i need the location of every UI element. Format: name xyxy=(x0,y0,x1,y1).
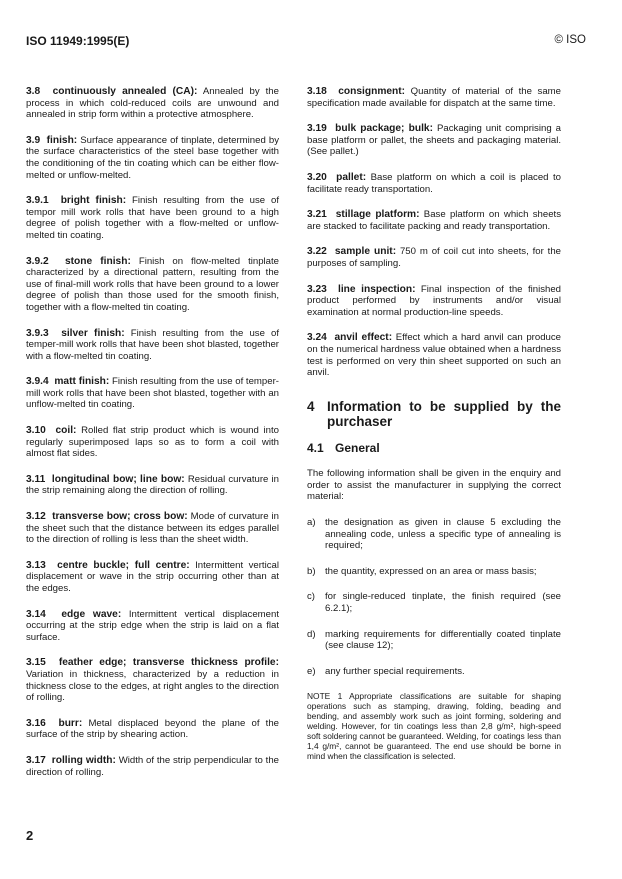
term: anvil effect: xyxy=(334,332,393,344)
term-heading xyxy=(26,425,76,436)
term: stillage platform: xyxy=(335,209,420,221)
term-heading xyxy=(26,755,116,766)
term-heading xyxy=(307,123,433,134)
subsection-number: 4.1 xyxy=(307,440,324,455)
term-heading xyxy=(26,657,279,668)
term: line inspection: xyxy=(338,283,416,295)
clause-number: 3.21 xyxy=(307,209,327,221)
definition-entry xyxy=(26,86,279,121)
definition-entry xyxy=(307,172,561,195)
definition-entry xyxy=(26,511,279,546)
page-number: 2 xyxy=(26,828,34,843)
term-heading xyxy=(307,332,392,343)
definition-text: Finish resulting from the use of temper-mill work rolls that have been shot blasted, together with a flow-melted tin coating. xyxy=(26,327,279,362)
term: stone finish: xyxy=(64,255,131,267)
definition-entry xyxy=(307,86,561,109)
clause-number: 3.15 xyxy=(26,657,46,669)
right-definitions xyxy=(307,86,561,379)
term: burr: xyxy=(58,717,83,729)
definition-entry xyxy=(26,135,279,181)
definition-entry xyxy=(26,474,279,497)
definition-text: Intermittent vertical displacement occurring at the strip edge when the strip is laid on a flat surface. xyxy=(26,608,279,643)
clause-number: 3.18 xyxy=(307,86,327,97)
clause-number: 3.9.3 xyxy=(26,327,49,339)
clause-number: 3.24 xyxy=(307,332,327,344)
definition-entry xyxy=(26,195,279,241)
subsection-title: General xyxy=(335,440,380,455)
term-heading xyxy=(26,135,77,146)
definition-text: Quantity of material of the same specification made available for dispatch at the same time. xyxy=(307,86,561,109)
section-title: Information to be supplied by the purchaser xyxy=(327,398,561,429)
definition-entry xyxy=(26,425,279,460)
term: edge wave: xyxy=(61,608,122,620)
definition-text: 750 m of coil cut into sheets, for the purposes of sampling. xyxy=(307,246,561,269)
term: coil: xyxy=(55,425,77,437)
left-column xyxy=(26,86,279,792)
definition-entry xyxy=(26,376,279,411)
definition-text: Base platform on which a coil is placed to facilitate ready transportation. xyxy=(307,171,561,195)
term: consignment: xyxy=(338,86,406,97)
definition-text: Base platform on which sheets are stacked to facilitate packing and ready transportation. xyxy=(307,209,561,232)
list-item xyxy=(307,666,561,678)
definition-text: Finish resulting from the use of tempor mill work rolls that have been ground to a high degree of polish together with a flow-melted or unflow-melted tin coating. xyxy=(26,195,279,241)
definition-text: Surface appearance of tinplate, determined by the surface characteristics of the steel base together with the conditioning of the tin coating which can be either flow-melted or unflow-melted. xyxy=(26,134,279,181)
section-4-heading xyxy=(307,399,561,429)
clause-number: 3.20 xyxy=(307,171,327,183)
clause-number: 3.11 xyxy=(26,473,46,485)
clause-number: 3.22 xyxy=(307,246,327,258)
clause-number: 3.8 xyxy=(26,86,41,97)
term: transverse bow; cross bow: xyxy=(52,511,188,523)
requirements-list xyxy=(307,517,561,677)
list-marker: a) xyxy=(307,517,316,529)
term-heading xyxy=(26,328,125,339)
definition-entry xyxy=(307,209,561,232)
definition-text: Annealed by the process in which cold-reduced coils are unwound and annealed in strip form within a protective atmosphere. xyxy=(26,86,279,121)
definition-entry xyxy=(307,246,561,269)
term: continuously annealed (CA): xyxy=(52,86,198,97)
clause-number: 3.9.1 xyxy=(26,195,49,207)
definition-text: Intermittent vertical displacement or wave in the strip occurring other than at the edges. xyxy=(26,559,279,594)
definition-entry xyxy=(307,284,561,319)
definition-text: Mode of curvature in the sheet such that the distance between its edges parallel to the direction of rolling is less than the sheet width. xyxy=(26,511,279,546)
clause-number: 3.9.4 xyxy=(26,376,49,388)
term-heading xyxy=(26,560,190,571)
list-text: the quantity, expressed on an area or mass basis; xyxy=(325,565,537,577)
term: finish: xyxy=(46,134,78,146)
term-heading xyxy=(26,718,82,729)
definition-text: Packaging unit comprising a base platform or pallet, the sheets and packaging material. (See pallet.) xyxy=(307,123,561,158)
clause-number: 3.12 xyxy=(26,511,46,523)
note-1: NOTE 1 Appropriate classifications are suitable for shaping operations such as stamping, drawing, folding, beading and bending, and assembly work such as joint forming, soldering and welding. However, for tin coatings less than 2,8 g/m², high-speed soft soldering cannot be guaranteed. Welding, for coatings less than 1,4 g/m², cannot be guaranteed. The end use should be borne in mind when the classification is selected. xyxy=(307,691,561,762)
definition-entry xyxy=(26,657,279,703)
clause-number: 3.13 xyxy=(26,559,46,571)
term-heading xyxy=(26,511,188,522)
term: bright finish: xyxy=(60,195,127,207)
definition-text: Width of the strip perpendicular to the direction of rolling. xyxy=(26,754,279,778)
term-heading xyxy=(307,209,419,220)
list-text: any further special requirements. xyxy=(325,665,465,677)
list-item xyxy=(307,566,561,578)
term: sample unit: xyxy=(334,246,397,258)
list-marker: e) xyxy=(307,665,316,677)
definition-text: Residual curvature in the strip remaining along the direction of rolling. xyxy=(26,473,279,497)
term-heading xyxy=(307,86,405,97)
intro-paragraph: The following information shall be given in the enquiry and order to assist the manufacturer in supplying the correct material: xyxy=(307,468,561,503)
definition-entry xyxy=(26,609,279,644)
term-heading xyxy=(307,284,416,295)
definition-text: Rolled flat strip product which is wound into regularly superimposed laps so as to form a coil with almost flat sides. xyxy=(26,425,279,460)
definition-text: Effect which a hard anvil can produce on the numerical hardness value obtained when a hardness test is performed on very thin sheet supported on such an anvil. xyxy=(307,332,561,379)
term: feather edge; transverse thickness profile: xyxy=(58,657,279,669)
list-text: the designation as given in clause 5 excluding the annealing code, unless a specific type of annealing is required; xyxy=(325,517,561,552)
list-item xyxy=(307,591,561,614)
list-item xyxy=(307,629,561,652)
term: longitudinal bow; line bow: xyxy=(51,473,185,485)
term-heading xyxy=(307,246,396,257)
definition-entry xyxy=(26,755,279,778)
clause-number: 3.10 xyxy=(26,425,46,437)
clause-number: 3.16 xyxy=(26,717,46,729)
list-text: marking requirements for differentially coated tinplate (see clause 12); xyxy=(325,628,561,652)
definition-entry xyxy=(26,718,279,741)
definition-entry xyxy=(26,328,279,363)
clause-number: 3.14 xyxy=(26,608,46,620)
document-id: ISO 11949:1995(E) xyxy=(26,34,130,48)
term: bulk package; bulk: xyxy=(335,123,433,135)
definition-text: Final inspection of the finished product performed by instruments and/or visual examination at normal production-line speeds. xyxy=(307,283,562,318)
list-text: for single-reduced tinplate, the finish required (see 6.2.1); xyxy=(325,591,561,615)
definition-entry xyxy=(307,123,561,158)
clause-number: 3.9 xyxy=(26,134,41,146)
clause-number: 3.23 xyxy=(307,283,327,295)
definition-text: Finish on flow-melted tinplate characterized by a directional pattern, resulting from the use of final-mill work rolls that have been ground to a lower degree of polish than those used for the smooth finish, together with a flow-melted tin coating. xyxy=(26,255,280,313)
term-heading xyxy=(26,376,109,387)
clause-number: 3.9.2 xyxy=(26,255,49,267)
definition-entry xyxy=(307,332,561,378)
clause-number: 3.17 xyxy=(26,754,46,766)
section-number: 4 xyxy=(307,398,315,414)
copyright-mark: © ISO xyxy=(554,34,586,46)
section-4-1-heading xyxy=(307,440,561,455)
term: rolling width: xyxy=(51,754,116,766)
list-marker: d) xyxy=(307,628,316,640)
definition-entry xyxy=(26,560,279,595)
term-heading xyxy=(26,195,126,206)
definition-text: Finish resulting from the use of temper-mill work rolls that have been shot blasted, together with an unflow-melted tin coating. xyxy=(26,376,279,411)
definition-text: Variation in thickness, characterized by a reduction in thickness close to the edges, at right angles to the direction of rolling. xyxy=(26,668,279,704)
term: matt finish: xyxy=(54,376,110,388)
right-column xyxy=(307,86,561,761)
list-item xyxy=(307,517,561,552)
term-heading xyxy=(26,86,197,97)
term: pallet: xyxy=(336,171,367,183)
clause-number: 3.19 xyxy=(307,123,327,135)
term-heading xyxy=(26,256,131,267)
definition-text: Metal displaced beyond the plane of the surface of the strip by shearing action. xyxy=(26,717,279,741)
term-heading xyxy=(307,172,366,183)
term: silver finish: xyxy=(61,327,125,339)
term-heading xyxy=(26,609,121,620)
term-heading xyxy=(26,474,185,485)
definition-entry xyxy=(26,256,279,314)
list-marker: b) xyxy=(307,565,316,577)
list-marker: c) xyxy=(307,591,315,603)
term: centre buckle; full centre: xyxy=(57,559,190,571)
